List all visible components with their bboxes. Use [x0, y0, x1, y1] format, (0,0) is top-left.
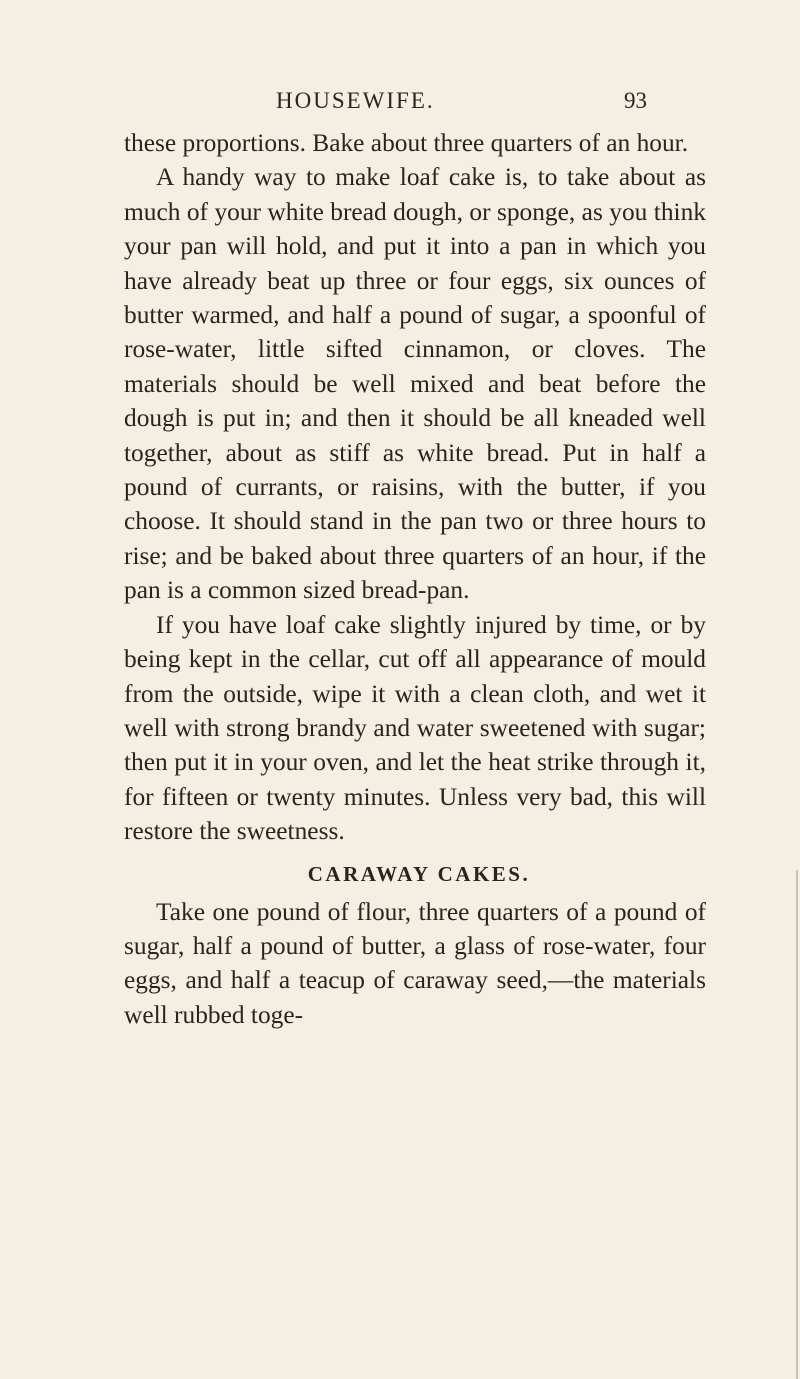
section-heading: CARAWAY CAKES. — [307, 861, 531, 886]
paragraph-caraway-cakes: Take one pound of flour, three quarters of a pound of sugar, half a pound of butter, a glass of rose-water, four eggs, and half a teacup of caraway seed,—the materials well rubbed toge- — [124, 897, 706, 1029]
page-edge-shadow — [796, 870, 798, 1379]
page-header — [0, 86, 800, 120]
running-head: HOUSEWIFE. — [276, 88, 435, 113]
page-number: 93 — [624, 88, 647, 113]
page-body — [124, 126, 706, 1032]
paragraph-continued: these proportions. Bake about three quarters of an hour. — [124, 129, 689, 157]
paragraph-restore-cake: If you have loaf cake slightly injured by time, or by being kept in the cellar, cut off all appearance of mould from the outside, wipe it with a clean cloth, and wet it well with strong brandy and water sweetened with sugar; then put it in your oven, and let the heat strike through it, for fifteen or twenty minutes. Unless very bad, this will restore the sweetness. — [124, 610, 706, 846]
paragraph-loaf-cake: A handy way to make loaf cake is, to take about as much of your white bread dough, or sponge, as you think your pan will hold, and put it into a pan in which you have already beat up three or four eggs, six ounces of butter warmed, and half a pound of sugar, a spoonful of rose-water, little sifted cinnamon, or cloves. The materials should be well mixed and beat before the dough is put in; and then it should be all kneaded well together, about as stiff as white bread. Put in half a pound of currants, or raisins, with the butter, if you choose. It should stand in the pan two or three hours to rise; and be baked about three quarters of an hour, if the pan is a common sized bread-pan. — [124, 163, 706, 605]
